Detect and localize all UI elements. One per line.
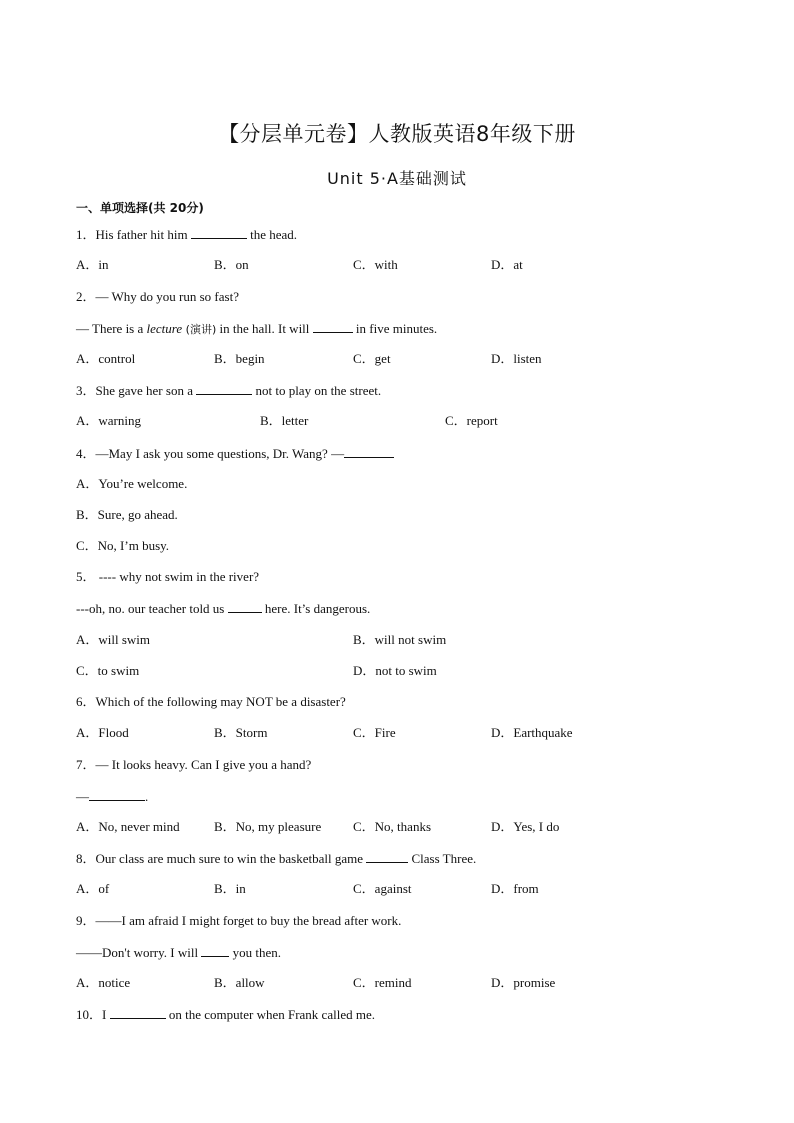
question-1-text-b: the head. [250,227,297,242]
option-b: B．in [214,881,246,896]
question-2-text-b: in the hall. It will [216,321,310,336]
option-c: C．Fire [353,725,396,740]
page-subtitle: Unit 5·A基础测试 [327,169,467,188]
option-c: C．get [353,351,391,366]
option-a: A．notice [76,975,131,990]
question-5-text-b: here. It’s dangerous. [264,601,371,616]
answer-blank [366,850,408,863]
question-2-chinese-gloss: (演讲) [182,323,217,336]
question-1 [76,226,297,243]
answer-blank [191,226,247,239]
option-c: C．remind [353,975,412,990]
option-c: C．with [353,257,398,272]
question-2-line-2 [76,320,437,338]
page-title: 【分层单元卷】人教版英语8年级下册 [218,122,576,146]
question-2-italic-word: lecture [146,321,183,336]
answer-blank [313,320,353,333]
option-b: B．Storm [214,725,268,740]
option-b: B．begin [214,351,265,366]
answer-blank [89,788,145,801]
section-heading: 一、单项选择(共 20分) [76,201,204,215]
question-10-text-a: 10．I [76,1007,107,1022]
option-a: A．You’re welcome. [76,476,188,491]
question-5-line-1: 5． ---- why not swim in the river? [76,569,260,584]
option-a: A．control [76,351,136,366]
option-c: C．to swim [76,663,140,678]
question-9-line-2 [76,944,281,961]
question-9-line-1: 9．——I am afraid I might forget to buy the bread after work. [76,913,402,928]
question-9-text-b: you then. [232,945,281,960]
question-7-line-1: 7．— It looks heavy. Can I give you a hand? [76,757,312,772]
option-a: A．Flood [76,725,129,740]
option-b: B．letter [260,413,309,428]
option-d: D．not to swim [353,663,437,678]
option-d: D．Yes, I do [491,819,560,834]
question-7-line-2 [76,788,148,805]
option-c: C．No, thanks [353,819,432,834]
option-d: D．at [491,257,523,272]
question-3-text-a: 3．She gave her son a [76,383,193,398]
option-c: C．report [445,413,498,428]
option-b: B．No, my pleasure [214,819,322,834]
question-4 [76,445,394,462]
option-c: C．against [353,881,412,896]
answer-blank [110,1006,166,1019]
option-a: A．in [76,257,109,272]
option-d: D．promise [491,975,556,990]
option-c: C．No, I’m busy. [76,538,170,553]
question-7-text-b: . [145,789,149,804]
question-10 [76,1006,375,1023]
question-10-text-b: on the computer when Frank called me. [168,1007,375,1022]
answer-blank [201,944,229,957]
question-9-text-a: ——Don't worry. I will [76,945,199,960]
option-b: B．allow [214,975,265,990]
question-6: 6．Which of the following may NOT be a disaster? [76,694,346,709]
question-2-text-a: — There is a [76,321,144,336]
option-b: B．on [214,257,249,272]
option-b: B．Sure, go ahead. [76,507,178,522]
question-2-line-1: 2．— Why do you run so fast? [76,289,239,304]
answer-blank [196,382,252,395]
question-3 [76,382,381,399]
question-5-line-2 [76,600,370,617]
question-3-text-b: not to play on the street. [255,383,382,398]
option-d: D．Earthquake [491,725,573,740]
question-5-text-a: ---oh, no. our teacher told us [76,601,225,616]
option-b: B．will not swim [353,632,447,647]
question-1-text-a: 1．His father hit him [76,227,188,242]
question-8-text-b: Class Three. [411,851,477,866]
option-a: A．No, never mind [76,819,180,834]
option-a: A．of [76,881,110,896]
option-a: A．will swim [76,632,151,647]
question-2-text-c: in five minutes. [355,321,438,336]
option-a: A．warning [76,413,141,428]
option-d: D．from [491,881,539,896]
question-8 [76,850,476,867]
question-4-text: 4．—May I ask you some questions, Dr. Wang? — [76,446,345,461]
answer-blank [228,600,262,613]
question-7-text-a: — [76,789,89,804]
answer-blank [344,445,394,458]
question-8-text-a: 8．Our class are much sure to win the basketball game [76,851,363,866]
option-d: D．listen [491,351,542,366]
